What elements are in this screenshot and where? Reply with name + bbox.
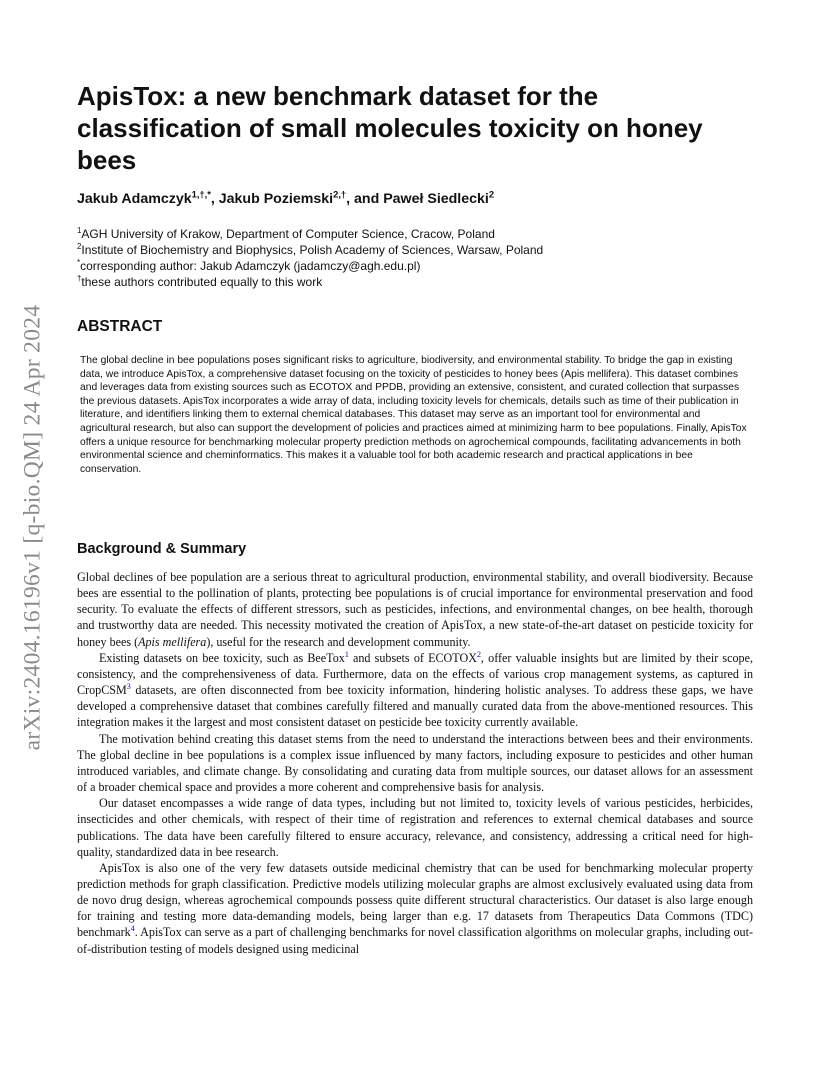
affiliation-text: these authors contributed equally to this work [81,275,323,289]
abstract-text: The global decline in bee populations poses significant risks to agriculture, biodiversity, and environmental stability. To bridge the gap in existing data, we introduce ApisTox, a comprehensive dataset focusing on the toxicity of pesticides to honey bees (Apis mellifera). This dataset combines and leverages data from existing sources such as ECOTOX and PPDB, providing an extensive, consistent, and curated collection that surpasses the previous datasets. ApisTox incorporates a wide array of data, including toxicity levels for chemicals, details such as time of their publication in literature, and identifiers linking them to external chemical databases. This dataset may serve as an important tool for environmental and agricultural research, but also can support the development of policies and practices aimed at minimizing harm to bee populations. Finally, ApisTox offers a unique resource for benchmarking molecular property prediction methods on agrochemical compounds, facilitating advancements in both environmental science and cheminformatics. This makes it a valuable tool for both academic research and practical applications in bee conservation. [80,355,747,475]
author-separator: , and [346,191,384,207]
arxiv-side-stamp [3,262,63,792]
background-heading: Background & Summary [77,541,247,557]
citation-link[interactable]: 1 [344,649,349,659]
paragraph: Our dataset encompasses a wide range of data types, including but not limited to, toxicity levels of various pesticides, herbicides, insecticides and other chemicals, with respect of their time of registration and references to external chemical databases and source publications. The data have been carefully filtered to ensure accuracy, relevance, and consistency, addressing a critical need for high-quality, standardized data in bee research. [77,796,753,859]
citation-link[interactable]: 3 [126,682,131,692]
affiliation-text: AGH University of Krakow, Department of Computer Science, Cracow, Poland [81,227,495,241]
paragraph-text: , offer valuable insights but are limited by their scope, consistency, and the comprehensiveness of data. Furthermore, data on the effects of various crop management systems, as captured in CropCSM [77,650,753,698]
equal-contribution-note [77,274,777,290]
affiliation-text: corresponding author: Jakub Adamczyk (jadamczy@agh.edu.pl) [80,259,421,273]
paper-title: ApisTox: a new benchmark dataset for the classification of small molecules toxicity on honey bees [77,81,703,175]
paragraph [77,650,753,731]
affiliation [77,242,777,258]
affiliation-text: Institute of Biochemistry and Biophysics, Polish Academy of Sciences, Warsaw, Poland [81,243,544,257]
affiliation-mark: † [77,274,82,283]
citation-link[interactable]: 4 [130,924,135,934]
paragraph-text: Existing datasets on bee toxicity, such as BeeTox [99,650,345,665]
paragraph-text: ApisTox is also one of the very few datasets outside medicinal chemistry that can be used for benchmarking molecular property prediction methods for graph classification. Predictive models utilizing molecular graphs are almost exclusively evaluated using data from de novo drug design, whereas agrochemical compounds possess quite different structural characteristics. Our dataset is also large enough for training and testing more data-demanding models, being larger than e.g. 17 datasets from Therapeutics Data Commons (TDC) benchmark [77,860,753,940]
paragraph-text: ), useful for the research and development community. [206,634,471,649]
author-name: Jakub Poziemski [218,191,334,207]
author-name: Jakub Adamczyk [77,191,192,207]
citation-link[interactable]: 2 [476,649,481,659]
paragraph [77,860,753,957]
paragraph-text: Global declines of bee population are a serious threat to agricultural production, environmental stability, and overall biodiversity. Because bees are essential to the pollination of plants, protecting bee populations is of crucial importance for environmental preservation and food security. To evaluate the effects of different stressors, such as pesticides, infections, and environmental changes, on bee health, thorough and trustworthy data are needed. This necessity motivated the creation of ApisTox, a new state-of-the-art dataset on pesticide toxicity for honey bees ( [77,570,753,649]
affiliation-list [77,226,777,290]
author-marks: 2 [488,189,495,200]
author-list [77,189,777,209]
paragraph-text: . ApisTox can serve as a part of challenging benchmarks for novel classification algorithms on molecular graphs, including out-of-distribution testing of models designed using medicinal [77,925,753,956]
arxiv-identifier: arXiv:2404.16196v1 [q-bio.QM] 24 Apr 2024 [19,304,46,750]
paragraph-text: datasets, are often disconnected from bee toxicity information, hindering holistic analyses. To address these gaps, we have developed a comprehensive dataset that combines carefully filtered and manually curated data from the above-mentioned resources. This integration makes it the largest and most consistent dataset on pesticide bee toxicity currently available. [77,683,753,730]
species-name: Apis mellifera [138,634,207,649]
author-name: Paweł Siedlecki [383,191,489,207]
author-marks: 1,†,* [191,189,211,200]
abstract-heading: ABSTRACT [77,318,163,335]
background-body [77,569,753,957]
affiliation-mark: 1 [77,226,82,235]
affiliation [77,226,777,242]
paragraph-text: and subsets of ECOTOX [348,650,477,665]
author-separator: , [210,191,219,207]
author-marks: 2,† [333,189,347,200]
affiliation-mark: * [77,258,81,267]
paragraph [77,569,753,650]
affiliation-mark: 2 [77,242,82,251]
paragraph: The motivation behind creating this dataset stems from the need to understand the interactions between bees and their environments. The global decline in bee populations is a complex issue influenced by many factors, including exposure to pesticides and other human introduced variables, and climate change. By consolidating and curating data from multiple sources, our dataset allows for an assessment of a broader chemical space and provides a more coherent and comprehensive basis for analysis. [77,731,753,795]
corresponding-author-note [77,258,777,274]
